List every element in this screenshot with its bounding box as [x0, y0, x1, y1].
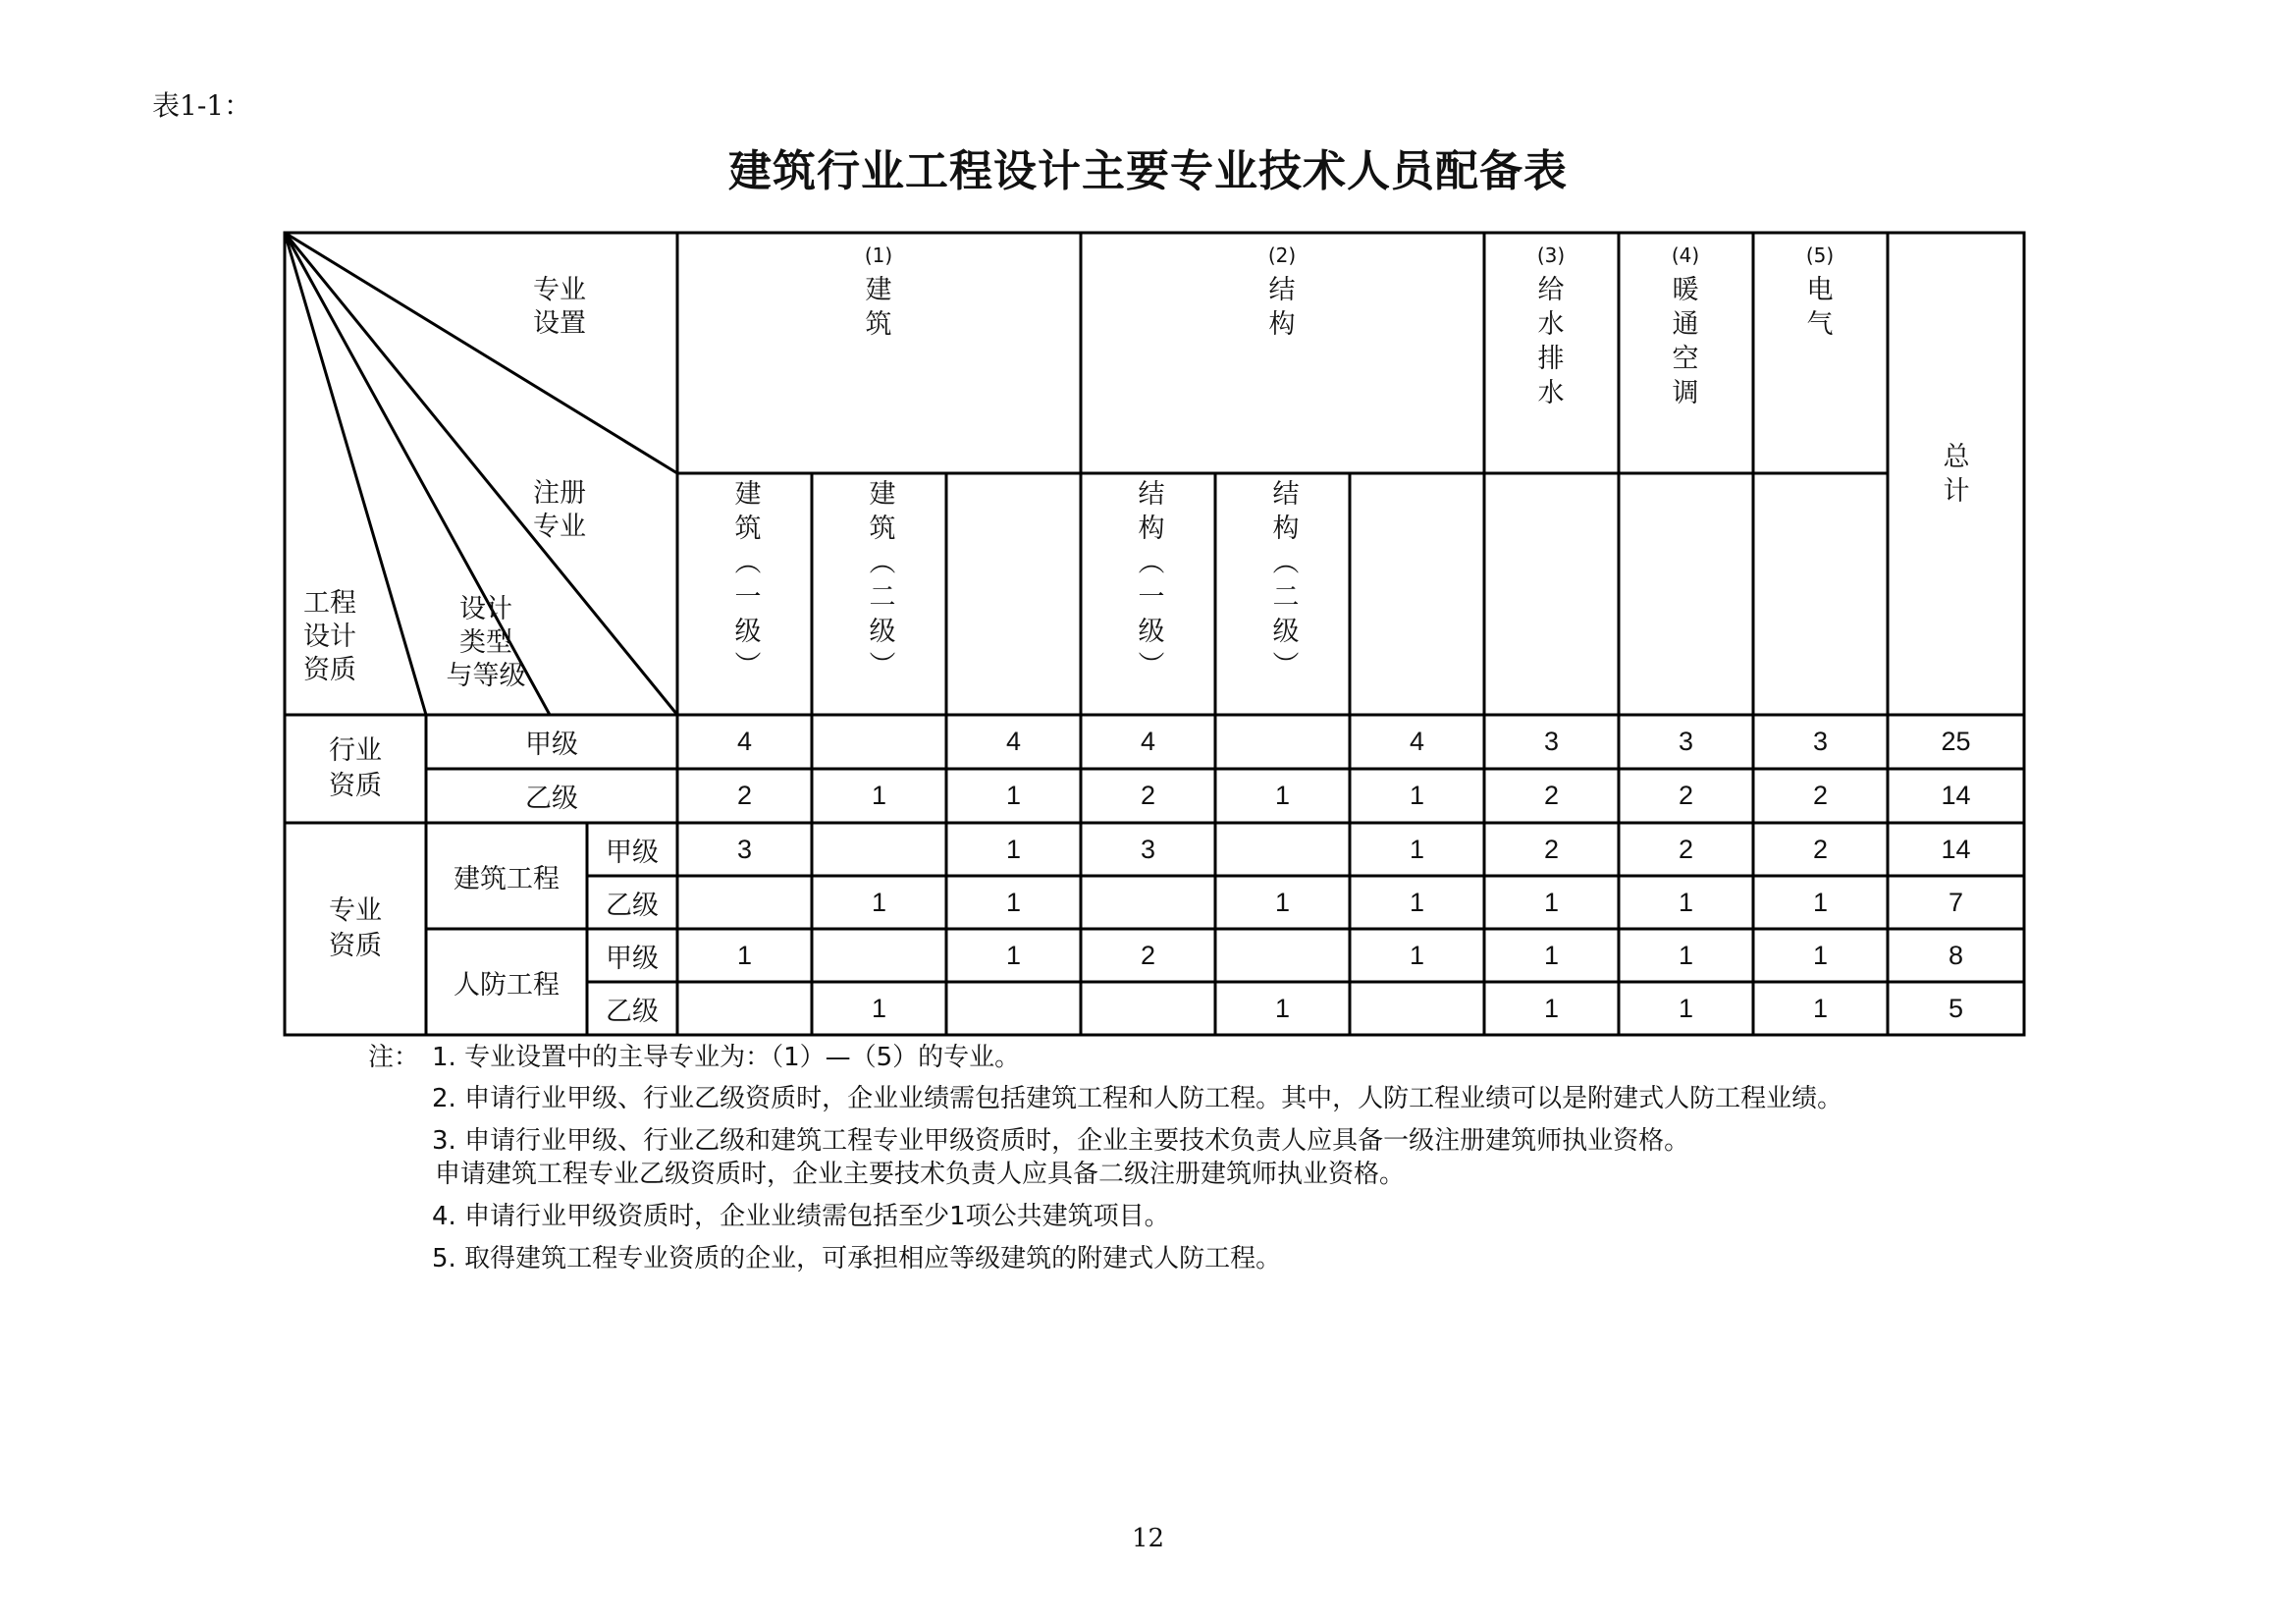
corner-specialty-setup: 专业 设置 — [533, 275, 586, 339]
grade-label: 乙级 — [525, 784, 578, 814]
table-cell: 1 — [1274, 993, 1291, 1023]
corner-registered-specialty: 注册 专业 — [533, 478, 586, 542]
table-cell: 3 — [1140, 834, 1156, 864]
table-cell: 1 — [1409, 834, 1425, 864]
table-cell: 1 — [1812, 993, 1829, 1023]
corner-qualification: 工程 设计 资质 — [303, 588, 356, 685]
note-item: 申请建筑工程专业乙级资质时，企业主要技术负责人应具备二级注册建筑师执业资格。 — [435, 1160, 1406, 1189]
table-cell — [812, 929, 946, 982]
table-cell: 1 — [1005, 781, 1022, 810]
table-cell: 1 — [1409, 887, 1425, 917]
specialty-header-hvac: (4) 暖 通 空 调 — [1671, 244, 1700, 408]
note-item: 5. 取得建筑工程专业资质的企业，可承担相应等级建筑的附建式人防工程。 — [432, 1244, 1282, 1273]
registered-structural-grade2: 结 构 ︵ 二 级 ︶ — [1272, 479, 1300, 681]
table-cell: 4 — [1409, 727, 1425, 756]
table-cell: 1 — [1409, 781, 1425, 810]
table-cell: 3 — [1812, 727, 1829, 756]
table-cell: 3 — [736, 834, 753, 864]
table-cell: 1 — [871, 993, 887, 1023]
note-item: 4. 申请行业甲级资质时，企业业绩需包括至少1项公共建筑项目。 — [432, 1202, 1170, 1231]
table-cell — [1081, 876, 1215, 929]
table-cell: 1 — [1005, 834, 1022, 864]
table-cell — [1215, 715, 1350, 769]
registered-architect-grade2: 建 筑 ︵ 二 级 ︶ — [869, 479, 896, 681]
table-cell: 14 — [1941, 834, 1971, 864]
table-cell: 2 — [1543, 834, 1560, 864]
specialty-header-architecture: (1) 建 筑 — [864, 244, 893, 340]
group-building-engineering: 建筑工程 — [454, 863, 560, 894]
corner-design-type: 设计 类型 与等级 — [446, 594, 526, 691]
table-cell: 2 — [1140, 781, 1156, 810]
page-number: 12 — [1131, 1524, 1165, 1553]
table-cell: 2 — [1140, 940, 1156, 970]
grade-label: 甲级 — [606, 943, 659, 974]
table-cell: 1 — [871, 781, 887, 810]
notes-prefix: 注： — [368, 1043, 420, 1072]
table-cell: 2 — [1678, 781, 1694, 810]
table-label: 表1-1： — [152, 89, 252, 122]
table-cell: 8 — [1948, 940, 1964, 970]
group-specialty-qualification: 专业资质 — [329, 895, 382, 961]
registered-architect-grade1: 建 筑 ︵ 一 级 ︶ — [734, 479, 762, 681]
grade-label: 乙级 — [606, 996, 659, 1027]
note-item: 1. 专业设置中的主导专业为：（1）—（5）的专业。 — [432, 1043, 1021, 1072]
table-cell: 1 — [1678, 887, 1694, 917]
table-cell: 2 — [1812, 781, 1829, 810]
table-cell: 3 — [1678, 727, 1694, 756]
table-cell: 1 — [1274, 887, 1291, 917]
table-cell — [946, 982, 1081, 1035]
note-item: 2. 申请行业甲级、行业乙级资质时，企业业绩需包括建筑工程和人防工程。其中，人防工程业绩可以是附建式人防工程业绩。 — [432, 1084, 1843, 1113]
table-cell — [1350, 982, 1484, 1035]
table-cell: 1 — [1678, 993, 1694, 1023]
total-header: 总 计 — [1943, 442, 1970, 507]
table-cell: 1 — [871, 887, 887, 917]
specialty-header-plumbing: (3) 给 水 排 水 — [1536, 244, 1566, 408]
table-cell: 1 — [1812, 940, 1829, 970]
table-cell: 1 — [1005, 887, 1022, 917]
table-cell: 1 — [1274, 781, 1291, 810]
group-civil-defense: 人防工程 — [454, 969, 560, 1001]
table-cell — [1215, 929, 1350, 982]
registered-structural-grade1: 结 构 ︵ 一 级 ︶ — [1138, 479, 1165, 681]
table-cell: 3 — [1543, 727, 1560, 756]
table-cell: 2 — [736, 781, 753, 810]
table-cell: 25 — [1941, 727, 1971, 756]
table-cell: 1 — [1543, 887, 1560, 917]
table-cell: 2 — [1812, 834, 1829, 864]
table-cell: 1 — [1543, 940, 1560, 970]
table-cell: 2 — [1543, 781, 1560, 810]
table-cell — [1215, 823, 1350, 876]
table-cell — [677, 982, 812, 1035]
grade-label: 甲级 — [525, 730, 578, 760]
table-cell — [812, 715, 946, 769]
table-cell: 1 — [1005, 940, 1022, 970]
table-cell: 4 — [1140, 727, 1156, 756]
grade-label: 乙级 — [606, 890, 659, 921]
grade-label: 甲级 — [606, 837, 659, 868]
table-cell — [677, 876, 812, 929]
table-cell: 5 — [1948, 993, 1964, 1023]
table-cell — [812, 823, 946, 876]
note-item: 3. 申请行业甲级、行业乙级和建筑工程专业甲级资质时，企业主要技术负责人应具备一级注册建筑师执业资格。 — [432, 1126, 1690, 1156]
table-cell: 1 — [1678, 940, 1694, 970]
group-industry-qualification: 行业资质 — [329, 735, 382, 801]
table-cell: 2 — [1678, 834, 1694, 864]
specialty-header-electrical: (5) 电 气 — [1805, 244, 1835, 340]
table-cell: 4 — [736, 727, 753, 756]
specialty-header-structure: (2) 结 构 — [1267, 244, 1297, 340]
table-cell: 1 — [1409, 940, 1425, 970]
document-title: 建筑行业工程设计主要专业技术人员配备表 — [728, 146, 1568, 196]
table-cell: 1 — [1812, 887, 1829, 917]
table-cell: 7 — [1948, 887, 1964, 917]
table-cell: 1 — [736, 940, 753, 970]
table-cell — [1081, 982, 1215, 1035]
table-cell: 4 — [1005, 727, 1022, 756]
table-cell: 14 — [1941, 781, 1971, 810]
table-cell: 1 — [1543, 993, 1560, 1023]
